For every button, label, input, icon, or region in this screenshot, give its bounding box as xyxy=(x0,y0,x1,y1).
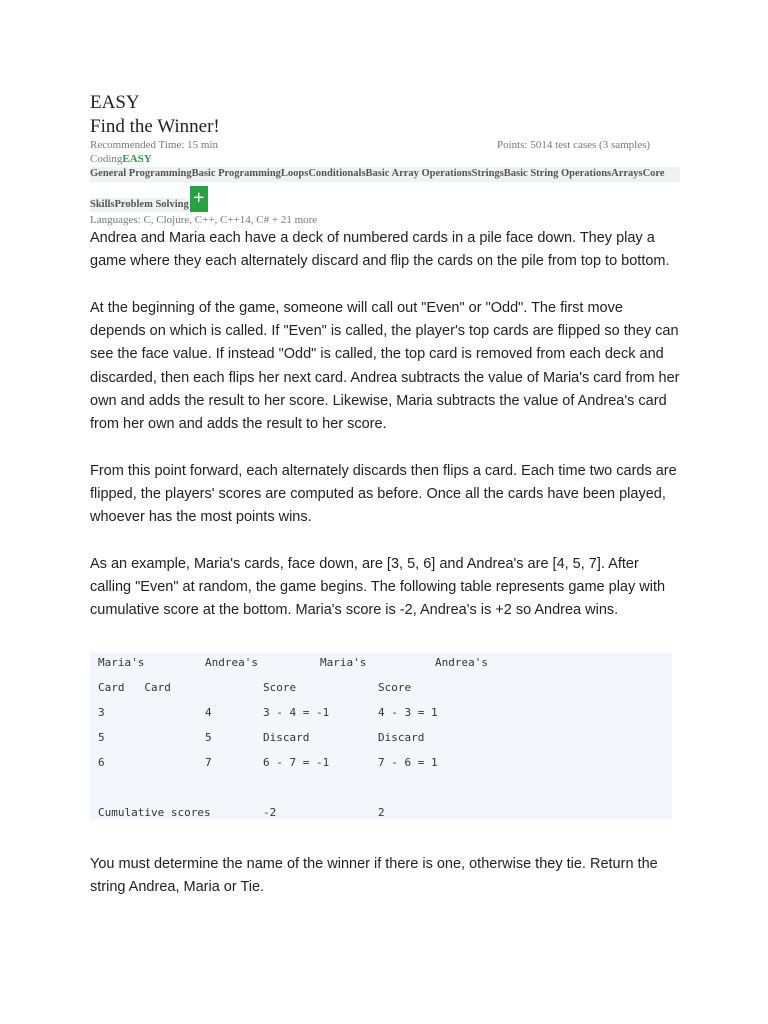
col-subheader-cards: Card Card xyxy=(98,681,171,694)
tag-row-1[interactable]: General ProgrammingBasic ProgrammingLoopsConditionalsBasic Array OperationsStringsBasic String OperationsArraysCore xyxy=(90,168,665,179)
recommended-time: Recommended Time: 15 min xyxy=(90,139,219,151)
col-header-maria-score: Maria's xyxy=(320,656,367,669)
col-header-andrea-card: Andrea's xyxy=(205,656,258,669)
table-row-3-maria-score: 6 - 7 = -1 xyxy=(263,756,330,769)
table-row-2-maria-score: Discard xyxy=(263,731,310,744)
paragraph-3: From this point forward, each alternately discards then flips a card. Each time two cards are flipped, the players' scores are computed as before. Once all the cards have been played, whoever has the most points wins. xyxy=(90,462,677,526)
table-row-1-maria-score: 3 - 4 = -1 xyxy=(263,706,330,719)
difficulty-heading: EASY xyxy=(90,92,140,113)
example-table xyxy=(90,652,672,820)
table-row-1-maria-card: 3 xyxy=(98,706,105,719)
table-row-3-maria-card: 6 xyxy=(98,756,105,769)
closing-paragraph: You must determine the name of the winner if there is one, otherwise they tie. Return the string Andrea, Maria or Tie. xyxy=(90,856,658,896)
col-header-andrea-score: Andrea's xyxy=(435,656,488,669)
cumulative-label: Cumulative scores xyxy=(98,806,211,819)
col-subheader-maria-score: Score xyxy=(263,681,297,694)
paragraph-4: As an example, Maria's cards, face down, are [3, 5, 6] and Andrea's are [4, 5, 7]. After calling "Even" at random, the game begins. The following table represents game play with cumulative score at the bottom. Maria's score is -2, Andrea's is +2 so Andrea wins. xyxy=(90,555,666,619)
cumulative-andrea: 2 xyxy=(378,806,385,819)
table-row-2-andrea-score: Discard xyxy=(378,731,425,744)
problem-header xyxy=(90,92,680,227)
table-row-1-andrea-score: 4 - 3 = 1 xyxy=(378,706,438,719)
problem-description xyxy=(90,227,680,646)
tag-list xyxy=(90,167,680,212)
table-row-2-maria-card: 5 xyxy=(98,731,105,744)
languages-list: Languages: C, Clojure, C++, C++14, C# + 21 more xyxy=(90,214,318,226)
coding-label: Coding xyxy=(90,153,123,165)
problem-title: Find the Winner! xyxy=(90,116,220,137)
col-subheader-andrea-score: Score xyxy=(378,681,412,694)
cumulative-maria: -2 xyxy=(263,806,277,819)
coding-level xyxy=(90,152,680,166)
tag-row-2-text[interactable]: SkillsProblem Solving xyxy=(90,199,189,210)
paragraph-1: Andrea and Maria each have a deck of numbered cards in a pile face down. They play a game where they each alternately discard and flip the cards on the pile from top to bottom. xyxy=(90,230,670,270)
meta-row xyxy=(90,138,680,152)
plus-icon[interactable]: + xyxy=(190,186,208,212)
points-info: Points: 5014 test cases (3 samples) xyxy=(497,139,651,151)
paragraph-2: At the beginning of the game, someone will call out "Even" or "Odd". The first move depends on which is called. If "Even" is called, the player's top cards are flipped so they can see the face value. If instead "Odd" is called, the top card is removed from each deck and discarded, then each flips her next card. Andrea subtracts the value of Maria's card from her own and adds the result to her score. Likewise, Maria subtracts the value of Andrea's card from her own and adds the result to her score. xyxy=(90,299,680,432)
tag-row-2 xyxy=(90,182,680,212)
table-row-3-andrea-score: 7 - 6 = 1 xyxy=(378,756,438,769)
closing-text xyxy=(90,853,680,899)
table-row-3-andrea-card: 7 xyxy=(205,756,212,769)
table-row-2-andrea-card: 5 xyxy=(205,731,212,744)
col-header-maria-card: Maria's xyxy=(98,656,145,669)
table-row-1-andrea-card: 4 xyxy=(205,706,212,719)
coding-level-badge: EASY xyxy=(122,153,152,165)
